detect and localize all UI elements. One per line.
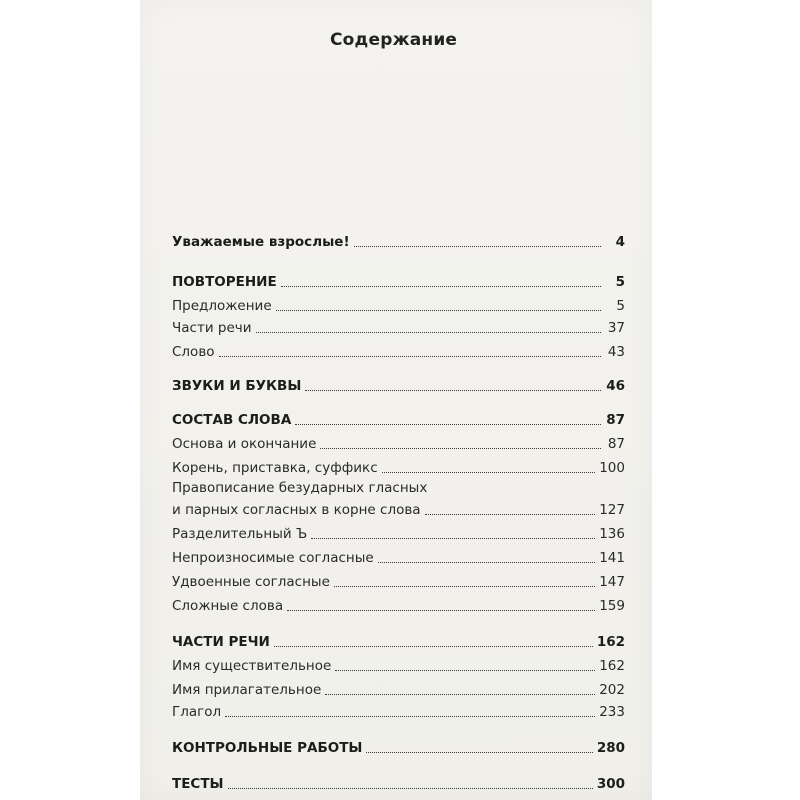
toc-entry-title: Непроизносимые согласные — [172, 550, 374, 566]
dot-leader — [274, 646, 593, 647]
dot-leader — [225, 716, 595, 717]
toc-entry-continuation-line: Правописание безударных гласных — [172, 480, 428, 496]
dot-leader — [311, 538, 595, 539]
dot-leader — [366, 752, 592, 753]
toc-entry — [172, 592, 625, 614]
dot-leader — [320, 448, 601, 449]
dot-leader — [382, 472, 596, 473]
toc-entry-title: Слово — [172, 344, 215, 360]
dot-leader — [325, 694, 595, 695]
toc-entry-page: 136 — [599, 526, 625, 542]
toc-entry-page: 300 — [596, 776, 625, 792]
toc-entry-page: 46 — [606, 378, 625, 394]
toc-entry-page: 162 — [596, 634, 625, 650]
toc-entry-title: СОСТАВ СЛОВА — [172, 412, 292, 428]
toc-entry-title: ЗВУКИ И БУКВЫ — [172, 378, 302, 394]
toc-entry — [172, 676, 625, 698]
toc-entry — [172, 228, 625, 250]
dot-leader — [287, 610, 595, 611]
dot-leader — [378, 562, 596, 563]
toc-entry-title: Глагол — [172, 704, 222, 720]
toc-entry-title: Уважаемые взрослые! — [172, 234, 350, 250]
toc-entry — [172, 372, 625, 394]
toc-entry-title: Разделительный Ъ — [172, 526, 308, 542]
toc-entry — [172, 698, 625, 720]
toc-entry-page: 233 — [599, 704, 625, 720]
toc-entry-title: Основа и окончание — [172, 436, 317, 452]
toc-entry — [172, 628, 625, 650]
dot-leader — [295, 424, 601, 425]
toc-entry-title: Предложение — [172, 298, 272, 314]
dot-leader — [354, 246, 601, 247]
toc-entry-page: 87 — [607, 436, 625, 452]
dot-leader — [228, 788, 593, 789]
dot-leader — [425, 514, 596, 515]
toc-entry-title: ЧАСТИ РЕЧИ — [172, 634, 270, 650]
toc-entry — [172, 520, 625, 542]
toc-entry-title: Имя прилагательное — [172, 682, 322, 698]
toc-entry-page: 87 — [606, 412, 625, 428]
dot-leader — [305, 390, 601, 391]
toc-entry-title: Корень, приставка, суффикс — [172, 460, 378, 476]
toc-entry-page: 127 — [599, 502, 625, 518]
dot-leader — [256, 332, 601, 333]
toc-entry — [172, 770, 625, 792]
toc-entry-page: 37 — [607, 320, 625, 336]
toc-entry-page: 100 — [599, 460, 625, 476]
toc-entry-page: 159 — [599, 598, 625, 614]
toc-entry-page: 4 — [615, 234, 625, 250]
dot-leader — [281, 286, 601, 287]
toc-entry — [172, 314, 625, 336]
toc-entry-page: 5 — [616, 298, 625, 314]
toc-entry — [172, 544, 625, 566]
dot-leader — [219, 356, 601, 357]
toc-entry — [172, 406, 625, 428]
toc-entry — [172, 338, 625, 360]
toc-entry-page: 147 — [599, 574, 625, 590]
dot-leader — [276, 310, 601, 311]
dot-leader — [335, 670, 595, 671]
toc-entry-title: ПОВТОРЕНИЕ — [172, 274, 277, 290]
toc-entry-title: Сложные слова — [172, 598, 284, 614]
toc-entry — [172, 430, 625, 452]
toc-entry — [172, 652, 625, 674]
toc-entry-title: Части речи — [172, 320, 252, 336]
toc-entry-page: 162 — [599, 658, 625, 674]
toc-entry-page: 43 — [607, 344, 625, 360]
page-title: Содержание — [330, 30, 458, 50]
toc-entry-title: Имя существительное — [172, 658, 332, 674]
toc-entry — [172, 568, 625, 590]
toc-entry-title: КОНТРОЛЬНЫЕ РАБОТЫ — [172, 740, 363, 756]
toc-entry — [172, 734, 625, 756]
toc-entry-title: Удвоенные согласные — [172, 574, 330, 590]
toc-entry-title: и парных согласных в корне слова — [172, 502, 421, 518]
toc-entry-page: 280 — [596, 740, 625, 756]
toc-entry-page: 141 — [599, 550, 625, 566]
toc-entry-page: 5 — [615, 274, 625, 290]
toc-entry-title: ТЕСТЫ — [172, 776, 224, 792]
toc-entry — [172, 454, 625, 476]
dot-leader — [334, 586, 595, 587]
toc-entry — [172, 268, 625, 290]
toc-entry — [172, 292, 625, 314]
toc-entry — [172, 496, 625, 518]
toc-entry-page: 202 — [599, 682, 625, 698]
